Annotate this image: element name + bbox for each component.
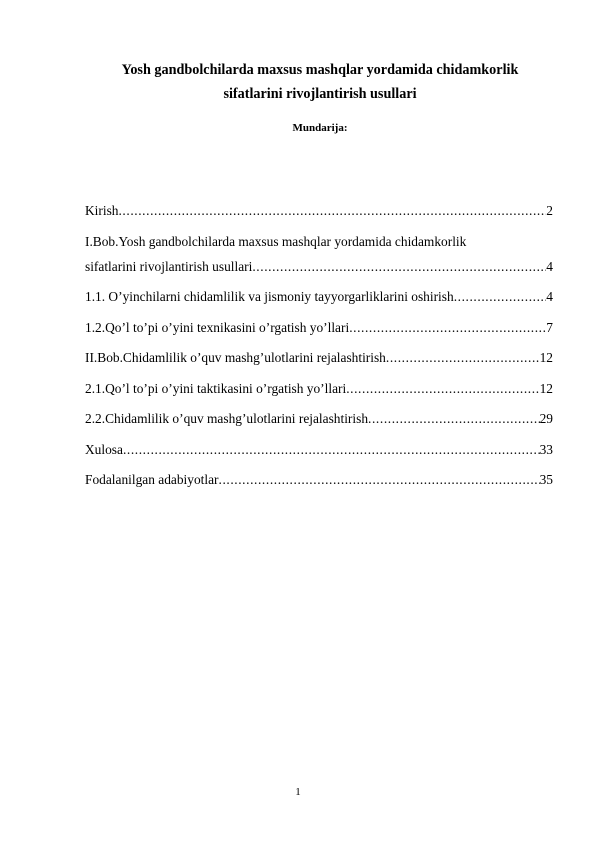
toc-entry-page: 2 (546, 203, 553, 218)
toc-entry-page: 4 (546, 289, 553, 304)
toc-entry-label: sifatlarini rivojlantirish usullari (85, 258, 253, 274)
toc-entry-chapter-2 (85, 345, 553, 370)
toc-leader-dots (368, 406, 540, 431)
toc-entry-line2 (85, 254, 553, 279)
toc-leader-dots (346, 376, 539, 401)
toc-leader-dots (349, 315, 546, 340)
toc-entry-label: Fodalanilgan adabiyotlar (85, 472, 219, 487)
toc-entry-page: 35 (539, 472, 553, 487)
toc-heading: Mundarija: (292, 122, 348, 134)
title-line-1: Yosh gandbolchilarda maxsus mashqlar yordamida chidamkorlik (121, 62, 519, 78)
toc-entry-page: 33 (539, 441, 553, 457)
toc-entry-label: Kirish (85, 203, 119, 218)
toc-entry-label: Xulosa (85, 441, 123, 457)
toc-entry-page: 29 (539, 411, 553, 426)
toc-entry-references (85, 467, 553, 492)
table-of-contents (85, 198, 553, 498)
toc-leader-dots (386, 345, 540, 370)
toc-entry-page: 12 (539, 380, 553, 396)
toc-entry-label: 1.1. O’yinchilarni chidamlilik va jismoniy tayyorgarliklarini oshirish (85, 289, 454, 304)
toc-leader-dots (123, 437, 540, 462)
toc-entry-label-line1: I.Bob.Yosh gandbolchilarda maxsus mashqlar yordamida chidamkorlik (85, 233, 467, 249)
title-line-2: sifatlarini rivojlantirish usullari (223, 86, 417, 102)
toc-entry-2-1 (85, 376, 553, 401)
toc-entry-label: 1.2.Qo’l to’pi o’yini texnikasini o’rgatish yo’llari (85, 319, 350, 335)
toc-entry-kirish (85, 198, 553, 223)
toc-entry-chapter-1 (85, 229, 553, 279)
toc-entry-page: 12 (539, 350, 553, 365)
page-number: 1 (295, 786, 301, 798)
toc-entry-label: 2.1.Qo’l to’pi o’yini taktikasini o’rgatish yo’llari (85, 380, 347, 396)
toc-entry-1-2 (85, 315, 553, 340)
toc-leader-dots (454, 284, 547, 309)
toc-leader-dots (118, 198, 546, 223)
document-title (60, 58, 580, 106)
toc-entry-2-2 (85, 406, 553, 431)
toc-leader-dots (252, 254, 546, 279)
toc-leader-dots (219, 467, 540, 492)
toc-entry-label: II.Bob.Chidamlilik o’quv mashg’ulotlarini rejalashtirish (85, 350, 386, 365)
toc-entry-page: 7 (546, 319, 553, 335)
toc-entry-page: 4 (546, 258, 553, 274)
toc-entry-1-1 (85, 284, 553, 309)
toc-entry-xulosa (85, 437, 553, 462)
toc-entry-label: 2.2.Chidamlilik o’quv mashg’ulotlarini rejalashtirish (85, 411, 369, 426)
